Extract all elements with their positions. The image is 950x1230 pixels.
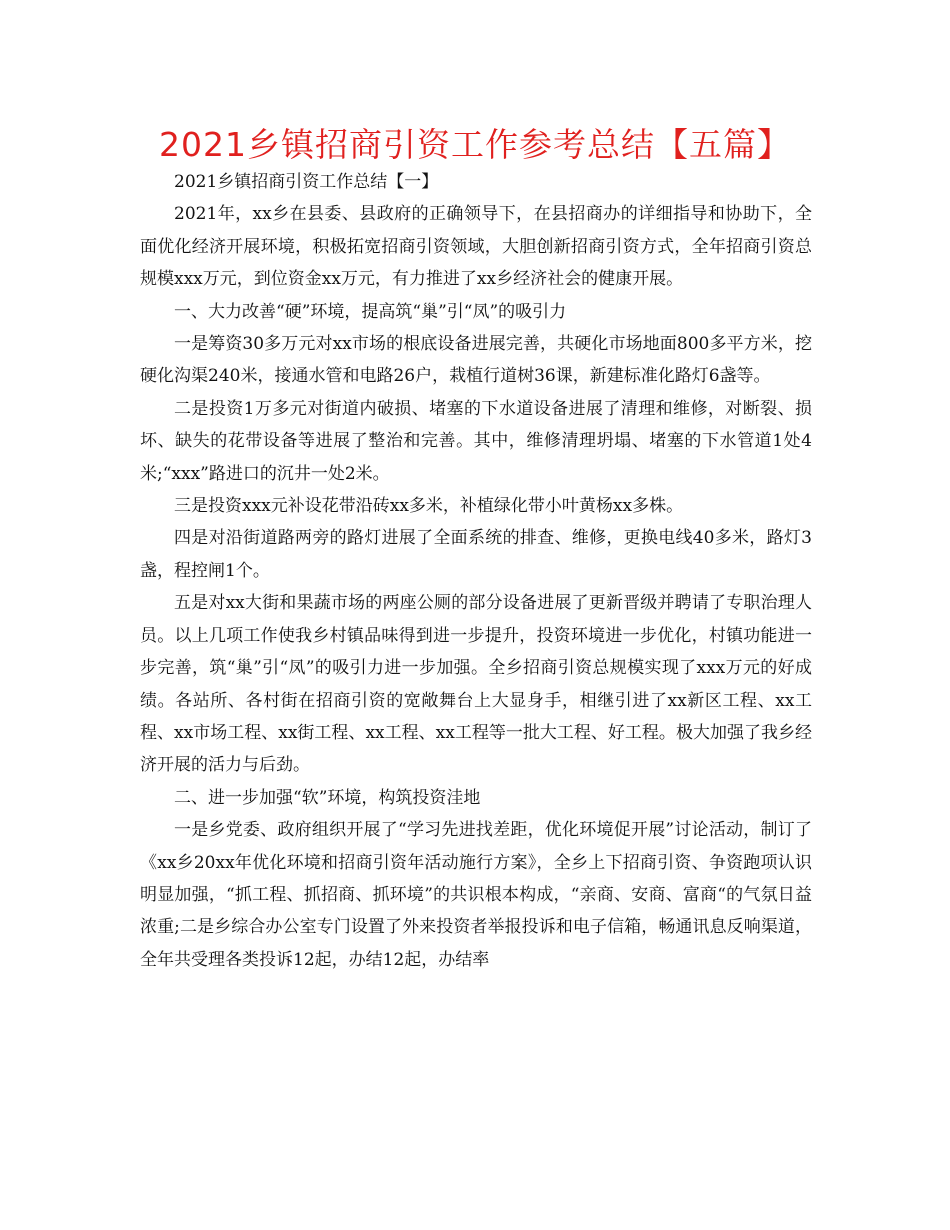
document-body	[140, 166, 812, 976]
section-heading: 一、大力改善“硬”环境，提高筑“巢”引“凤”的吸引力	[174, 301, 567, 322]
paragraph: 二是投资1万多元对街道内破损、堵塞的下水道设备进展了清理和维修，对断裂、损坏、缺失的花带设备等进展了整治和完善。其中，维修清理坍塌、堵塞的下水管道1处4米;“xxx”路进口的沉井一处2米。	[140, 398, 812, 484]
paragraph: 2021年，xx乡在县委、县政府的正确领导下，在县招商办的详细指导和协助下，全面优化经济开展环境，积极拓宽招商引资领域，大胆创新招商引资方式，全年招商引资总规模xxx万元，到位资金xx万元，有力推进了xx乡经济社会的健康开展。	[140, 204, 812, 290]
paragraph: 一是筹资30多万元对xx市场的根底设备进展完善，共硬化市场地面800多平方米，挖硬化沟渠240米，接通水管和电路26户，栽植行道树36课，新建标准化路灯6盏等。	[140, 334, 812, 387]
paragraph: 五是对xx大街和果蔬市场的两座公厕的部分设备进展了更新晋级并聘请了专职治理人员。以上几项工作使我乡村镇品味得到进一步提升，投资环境进一步优化，村镇功能进一步完善，筑“巢”引“凤”的吸引力进一步加强。全乡招商引资总规模实现了xxx万元的好成绩。各站所、各村街在招商引资的宽敞舞台上大显身手，相继引进了xx新区工程、xx工程、xx市场工程、xx街工程、xx工程、xx工程等一批大工程、好工程。极大加强了我乡经济开展的活力与后劲。	[140, 593, 812, 776]
paragraph: 四是对沿街道路两旁的路灯进展了全面系统的排查、维修，更换电线40多米，路灯3盏，程控闸1个。	[140, 528, 812, 581]
paragraph: 三是投资xxx元补设花带沿砖xx多米，补植绿化带小叶黄杨xx多株。	[174, 496, 684, 517]
section-heading: 二、进一步加强“软”环境，构筑投资洼地	[174, 787, 481, 808]
section-heading: 2021乡镇招商引资工作总结【一】	[174, 172, 439, 192]
paragraph: 一是乡党委、政府组织开展了“学习先进找差距，优化环境促开展”讨论活动，制订了《xx乡20xx年优化环境和招商引资年活动施行方案》，全乡上下招商引资、争资跑项认识明显加强，“抓工程、抓招商、抓环境”的共识根本构成，“亲商、安商、富商“的气氛日益浓重;二是乡综合办公室专门设置了外来投资者举报投诉和电子信箱，畅通讯息反响渠道，全年共受理各类投诉12起，办结12起，办结率	[140, 820, 812, 970]
document-title: 2021乡镇招商引资工作参考总结【五篇】	[159, 125, 791, 164]
